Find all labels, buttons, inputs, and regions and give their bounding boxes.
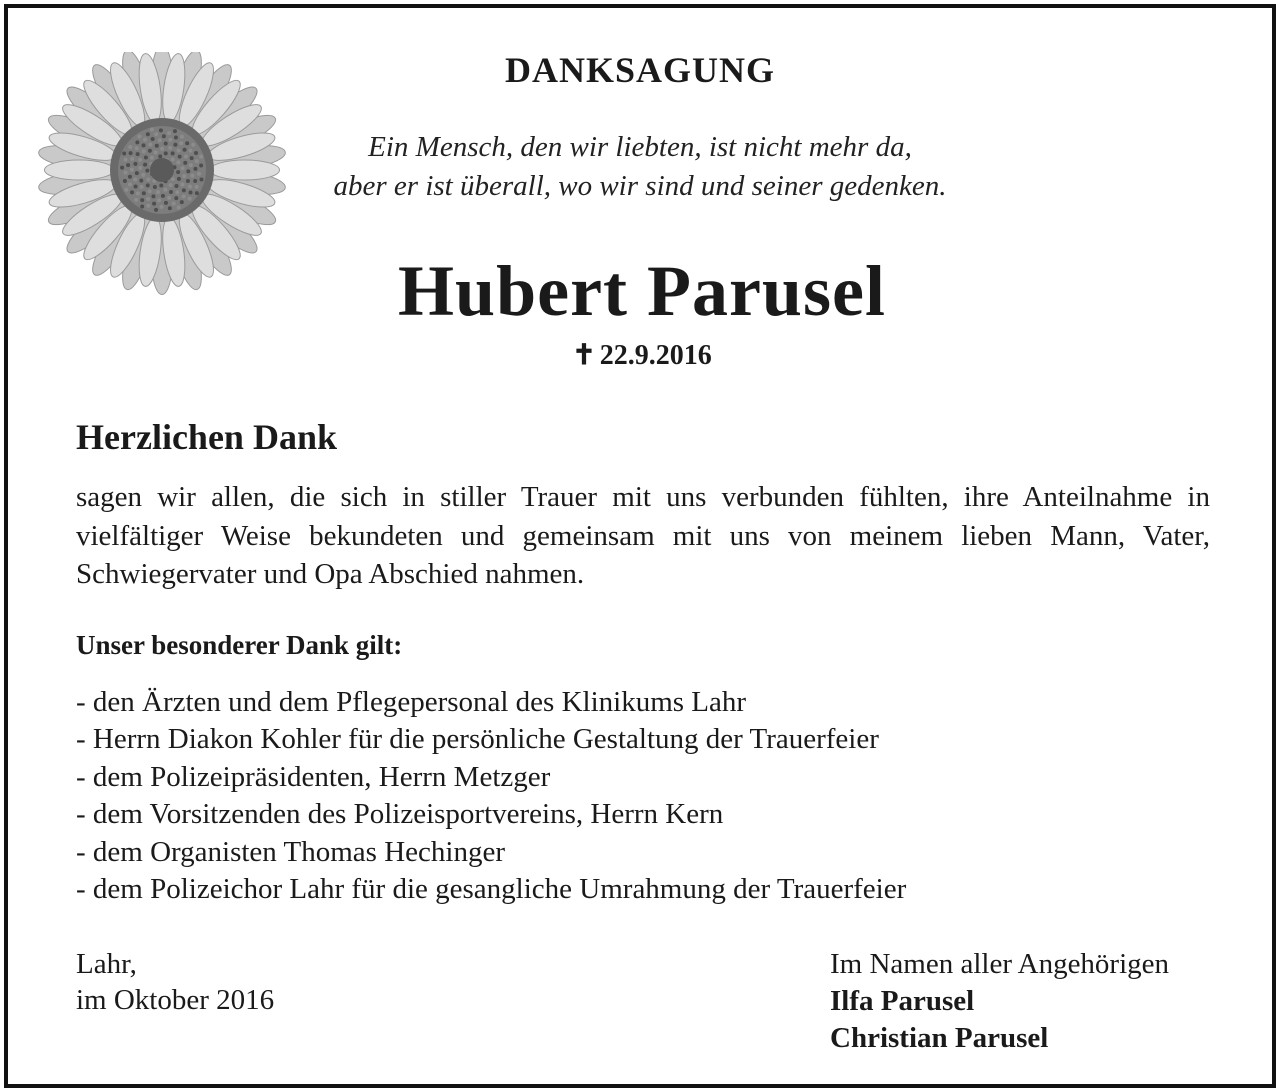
list-item: - dem Polizeichor Lahr für die gesangliche Umrahmung der Trauerfeier [76, 873, 907, 906]
thanks-heading: Herzlichen Dank [76, 417, 337, 457]
signature-block [830, 946, 1169, 1057]
page-title: DANKSAGUNG [504, 50, 775, 90]
signer-name: Christian Parusel [830, 1022, 1049, 1054]
place: Lahr, [76, 948, 137, 980]
special-thanks-list [76, 684, 906, 908]
list-item: - Herrn Diakon Kohler für die persönliche Gestaltung der Trauerfeier [76, 723, 879, 756]
motto-line: Ein Mensch, den wir liebten, ist nicht mehr da, [368, 131, 912, 163]
place-date [76, 946, 274, 1018]
death-date-line [0, 338, 1280, 372]
list-item: - dem Vorsitzenden des Polizeisportvereins, Herrn Kern [76, 798, 724, 831]
motto [0, 128, 1280, 206]
on-behalf-text: Im Namen aller Angehörigen [830, 948, 1170, 980]
list-item: - den Ärzten und dem Pflegepersonal des Klinikums Lahr [76, 686, 747, 718]
date: im Oktober 2016 [76, 984, 275, 1016]
death-date: 22.9.2016 [599, 340, 712, 371]
cross-icon: ✝ [572, 340, 596, 371]
list-item: - dem Organisten Thomas Hechinger [76, 835, 505, 868]
motto-line: aber er ist überall, wo wir sind und seiner gedenken. [333, 170, 947, 202]
thanks-body: sagen wir allen, die sich in stiller Trauer mit uns verbunden fühlten, ihre Anteilnahme in vielfältiger Weise bekundeten und gemeinsam mit uns von meinem lieben Mann, Vater, Schwiegervater und Opa Abschied nahmen. [76, 481, 1210, 590]
signer-name: Ilfa Parusel [830, 985, 975, 1017]
deceased-name: Hubert Parusel [398, 251, 886, 331]
special-thanks-heading: Unser besonderer Dank gilt: [76, 630, 403, 660]
list-item: - dem Polizeipräsidenten, Herrn Metzger [76, 760, 551, 793]
